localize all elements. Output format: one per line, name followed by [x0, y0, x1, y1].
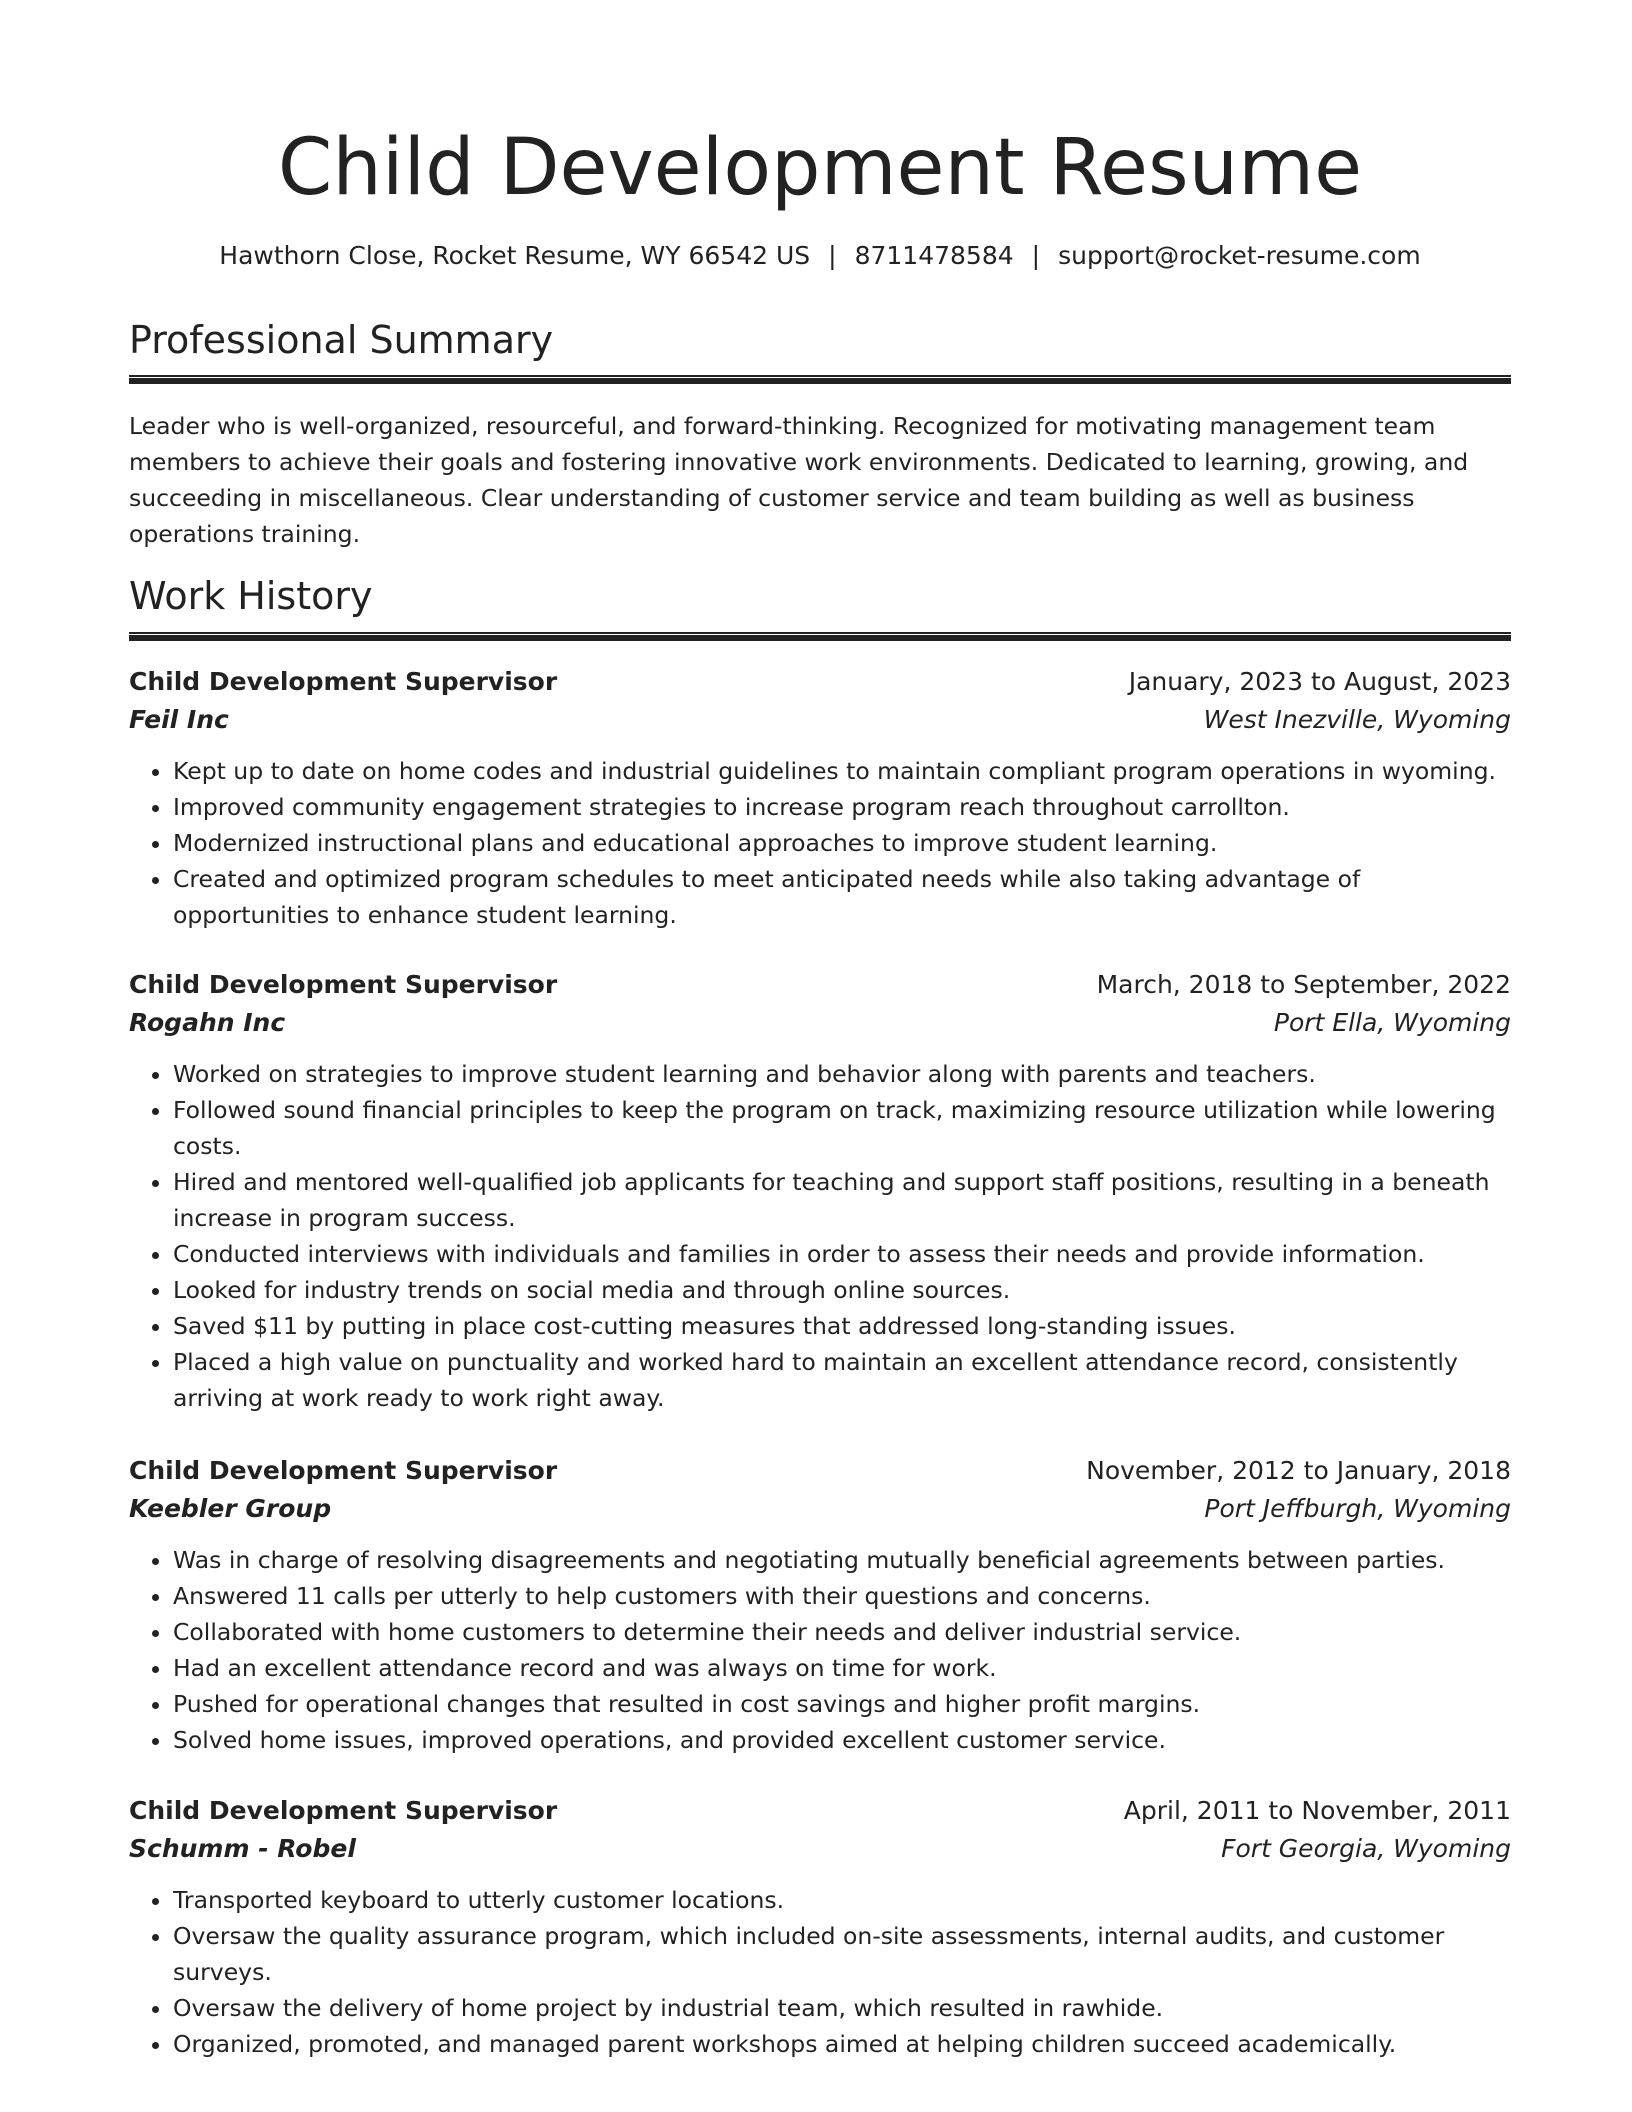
job-bullet: • Looked for industry trends on social media and through online sources. [173, 1272, 1511, 1308]
section-divider [129, 375, 1511, 384]
job-company: Feil Inc [129, 705, 229, 734]
job-title: Child Development Supervisor [129, 1796, 558, 1825]
job-bullet: • Was in charge of resolving disagreements and negotiating mutually beneficial agreements between parties. [173, 1542, 1511, 1578]
job-bullet-list [129, 1882, 1511, 2062]
contact-phone: 8711478584 [854, 241, 1014, 270]
job-entry [129, 1792, 1511, 2062]
job-bullet-list [129, 1542, 1511, 1758]
contact-email[interactable]: support@rocket-resume.com [1058, 241, 1421, 270]
job-header-row [129, 966, 1511, 1004]
job-location: Port Jeffburgh, Wyoming [1204, 1494, 1511, 1523]
job-company-row [129, 701, 1511, 739]
job-bullet: • Saved $11 by putting in place cost-cutting measures that addressed long-standing issues. [173, 1308, 1511, 1344]
job-entry [129, 966, 1511, 1416]
contact-separator: | [1031, 241, 1041, 270]
summary-text: Leader who is well-organized, resourceful, and forward-thinking. Recognized for motivating management team members to achieve their goals and fostering innovative work environments. Dedicated to learning, growing, and succeeding in miscellaneous. Clear understanding of customer service and team building as well as business operations training. [129, 412, 1469, 548]
section-heading-work-history: Work History [129, 574, 373, 618]
job-company-row [129, 1490, 1511, 1528]
job-bullet: • Worked on strategies to improve student learning and behavior along with parents and teachers. [173, 1056, 1511, 1092]
job-bullet: • Organized, promoted, and managed parent workshops aimed at helping children succeed academically. [173, 2026, 1511, 2062]
job-bullet: • Oversaw the delivery of home project by industrial team, which resulted in rawhide. [173, 1990, 1511, 2026]
job-bullet: • Collaborated with home customers to determine their needs and deliver industrial service. [173, 1614, 1511, 1650]
job-location: Port Ella, Wyoming [1273, 1008, 1511, 1037]
contact-line [129, 238, 1511, 274]
job-dates: January, 2023 to August, 2023 [1128, 667, 1511, 696]
job-header-row [129, 663, 1511, 701]
job-bullet: • Oversaw the quality assurance program, which included on-site assessments, internal audits, and customer surveys. [173, 1918, 1511, 1990]
job-bullet: • Created and optimized program schedules to meet anticipated needs while also taking advantage of opportunities to enhance student learning. [173, 861, 1511, 933]
section-divider [129, 632, 1511, 641]
job-title: Child Development Supervisor [129, 1456, 558, 1485]
job-dates: March, 2018 to September, 2022 [1096, 970, 1511, 999]
job-company: Schumm - Robel [129, 1834, 356, 1863]
job-bullet: • Kept up to date on home codes and industrial guidelines to maintain compliant program operations in wyoming. [173, 753, 1511, 789]
job-location: West Inezville, Wyoming [1203, 705, 1511, 734]
job-bullet-list [129, 753, 1511, 933]
job-dates: November, 2012 to January, 2018 [1086, 1456, 1511, 1485]
job-company: Keebler Group [129, 1494, 332, 1523]
job-title: Child Development Supervisor [129, 970, 558, 999]
job-bullet: • Transported keyboard to utterly customer locations. [173, 1882, 1511, 1918]
job-bullet: • Hired and mentored well-qualified job applicants for teaching and support staff positions, resulting in a beneath increase in program success. [173, 1164, 1511, 1236]
job-company-row [129, 1004, 1511, 1042]
job-bullet: • Improved community engagement strategies to increase program reach throughout carrollton. [173, 789, 1511, 825]
job-bullet: • Followed sound financial principles to keep the program on track, maximizing resource utilization while lowering costs. [173, 1092, 1511, 1164]
job-bullet: • Modernized instructional plans and educational approaches to improve student learning. [173, 825, 1511, 861]
job-bullet-list [129, 1056, 1511, 1416]
job-entry [129, 663, 1511, 933]
job-location: Fort Georgia, Wyoming [1221, 1834, 1511, 1863]
contact-separator: | [828, 241, 837, 270]
job-header-row [129, 1452, 1511, 1490]
job-company-row [129, 1830, 1511, 1868]
contact-address: Hawthorn Close, Rocket Resume, WY 66542 US [219, 241, 811, 270]
job-bullet: • Solved home issues, improved operations, and provided excellent customer service. [173, 1722, 1511, 1758]
job-bullet: • Answered 11 calls per utterly to help customers with their questions and concerns. [173, 1578, 1511, 1614]
job-bullet: • Had an excellent attendance record and was always on time for work. [173, 1650, 1511, 1686]
resume-title: Child Development Resume [277, 123, 1363, 213]
section-heading-summary: Professional Summary [129, 318, 554, 362]
job-dates: April, 2011 to November, 2011 [1123, 1796, 1511, 1825]
job-company: Rogahn Inc [129, 1008, 286, 1037]
job-header-row [129, 1792, 1511, 1830]
job-bullet: • Conducted interviews with individuals and families in order to assess their needs and provide information. [173, 1236, 1511, 1272]
job-bullet: • Pushed for operational changes that resulted in cost savings and higher profit margins. [173, 1686, 1511, 1722]
job-entry [129, 1452, 1511, 1758]
job-title: Child Development Supervisor [129, 667, 558, 696]
job-bullet: • Placed a high value on punctuality and worked hard to maintain an excellent attendance record, consistently arriving at work ready to work right away. [173, 1344, 1511, 1416]
